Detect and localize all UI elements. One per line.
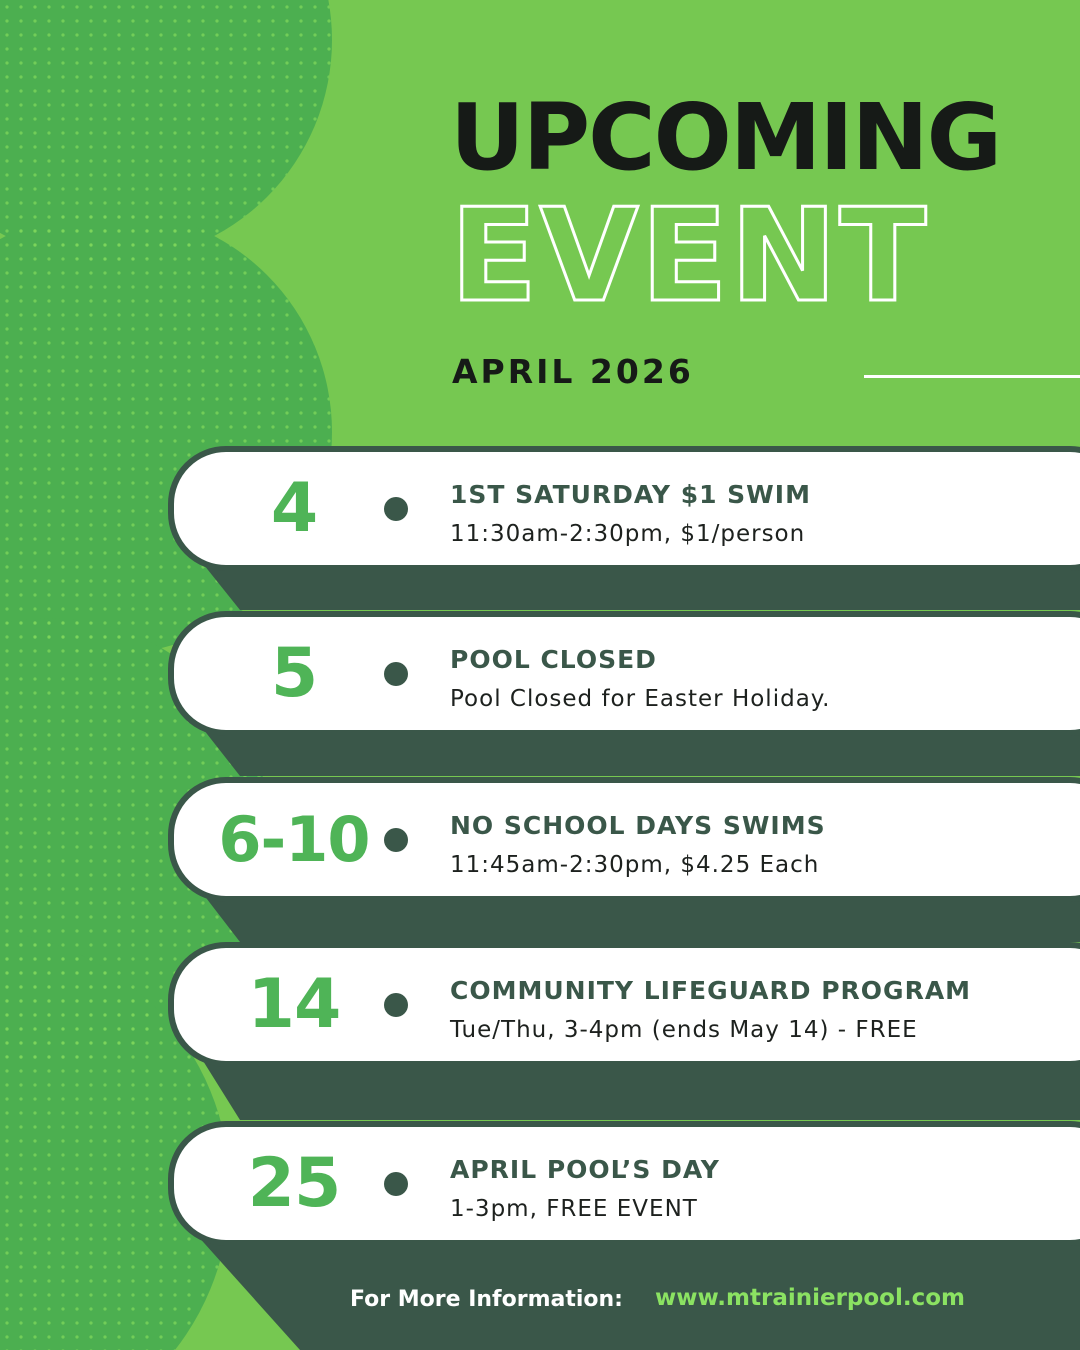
month-label: APRIL 2026 [452,352,694,391]
footer-info-label: For More Information: [350,1287,623,1312]
event-day: 5 [270,634,318,713]
event-card [168,777,1080,902]
event-title: 1ST SATURDAY $1 SWIM [450,480,811,509]
event-title: POOL CLOSED [450,645,657,674]
bullet-dot-icon [384,1172,408,1196]
bullet-dot-icon [384,828,408,852]
event-title: COMMUNITY LIFEGUARD PROGRAM [450,976,972,1005]
title-event: EVENT [450,182,929,331]
event-title: NO SCHOOL DAYS SWIMS [450,811,826,840]
event-title: APRIL POOL’S DAY [450,1155,720,1184]
event-description: 11:30am-2:30pm, $1/person [450,521,806,547]
website-link[interactable]: www.mtrainierpool.com [655,1285,966,1311]
event-description: 11:45am-2:30pm, $4.25 Each [450,852,820,878]
event-description: Pool Closed for Easter Holiday. [450,686,831,712]
event-description: Tue/Thu, 3-4pm (ends May 14) - FREE [450,1017,918,1043]
event-day: 6-10 [218,803,370,876]
event-day: 25 [247,1144,341,1223]
event-card [168,1121,1080,1246]
event-day: 4 [270,469,318,548]
event-card [168,942,1080,1067]
bullet-dot-icon [384,662,408,686]
bullet-dot-icon [384,993,408,1017]
event-description: 1-3pm, FREE EVENT [450,1196,698,1222]
bullet-dot-icon [384,497,408,521]
event-card [168,446,1080,571]
title-upcoming: UPCOMING [450,84,1001,191]
event-day: 14 [247,965,341,1044]
event-card [168,611,1080,736]
